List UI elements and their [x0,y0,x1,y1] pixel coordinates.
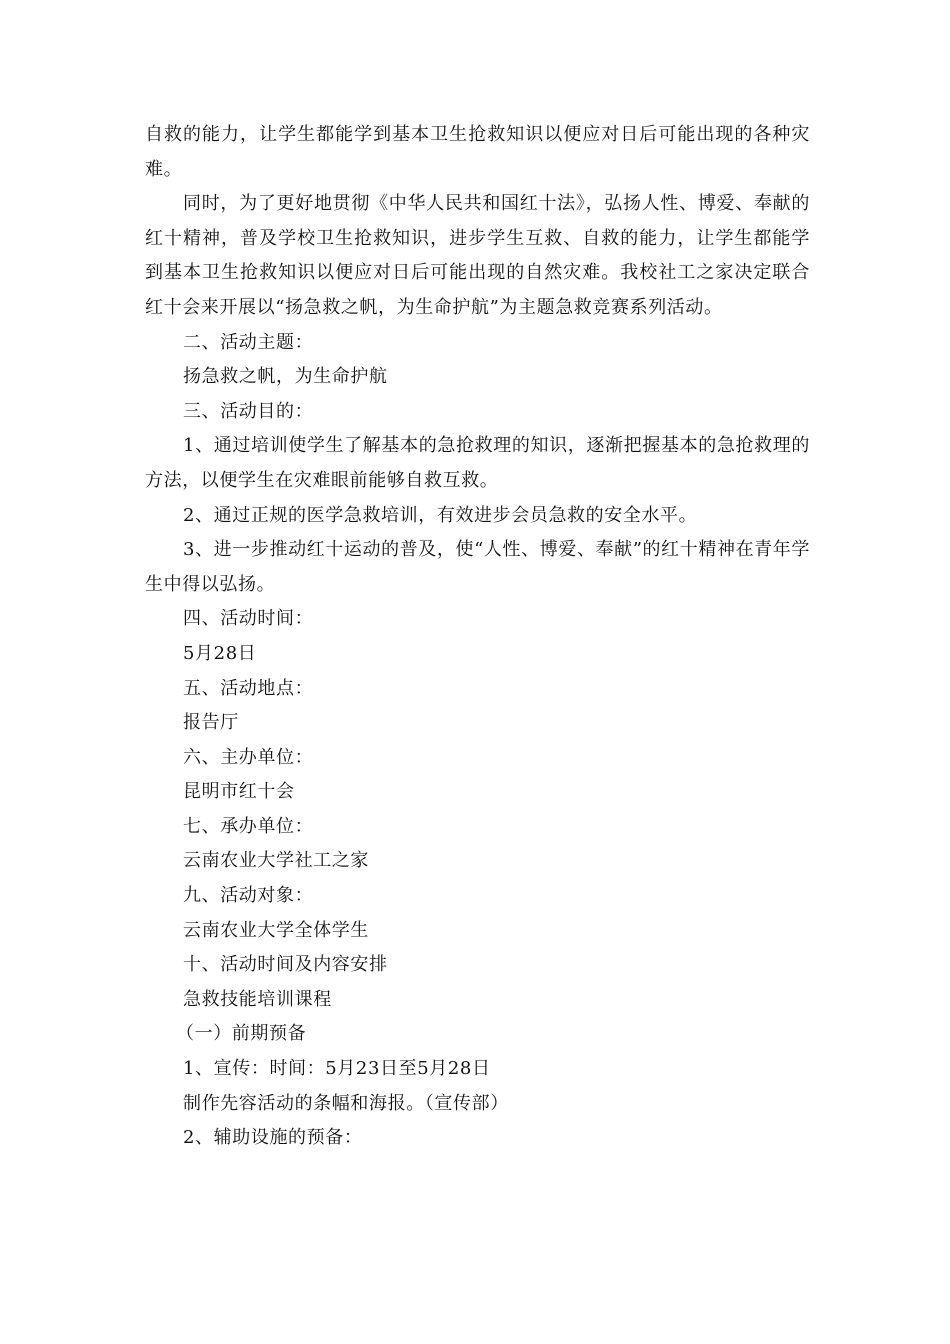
undertaker-value: 云南农业大学社工之家 [183,850,369,872]
prep-item-publicity-detail: 制作先容活动的条幅和海报。（宣传部） [183,1092,509,1114]
paragraph-intro: 同时，为了更好地贯彻《中华人民共和国红十法》，弘扬人性、博爱、奉献的红十精神，普及学校卫生抢救知识，进步学生互救、自救的能力，让学生都能学到基本卫生抢救知识以便应对日后可能出现的自然灾难。我校社工之家决定联合红十会来开展以“扬急救之帆，为生命护航”为主题急救竞赛系列活动。 [145,193,810,318]
paragraph-continuation: 自救的能力，让学生都能学到基本卫生抢救知识以便应对日后可能出现的各种灾难。 [145,124,810,180]
heading-organizer: 六、主办单位： [183,746,314,768]
audience-value: 云南农业大学全体学生 [183,919,369,941]
activity-location-value: 报告厅 [183,712,239,734]
heading-activity-time: 四、活动时间： [183,608,314,630]
course-title: 急救技能培训课程 [183,988,332,1010]
activity-theme-value: 扬急救之帆，为生命护航 [183,366,388,388]
heading-undertaker: 七、承办单位： [183,815,314,837]
prep-item-publicity: 1、宣传：时间：5月23日至5月28日 [183,1058,491,1080]
heading-activity-theme: 二、活动主题： [183,331,314,353]
document-body [145,118,810,1156]
subheading-preparation: （一）前期预备 [176,1023,307,1045]
purpose-item-1: 1、通过培训使学生了解基本的急抢救理的知识，逐渐把握基本的急抢救理的方法，以便学生在灾难眼前能够自救互救。 [145,435,810,491]
heading-audience: 九、活动对象： [183,885,314,907]
heading-activity-purpose: 三、活动目的： [183,400,314,422]
purpose-item-2: 2、通过正规的医学急救培训，有效进步会员急救的安全水平。 [183,504,698,526]
purpose-item-3: 3、进一步推动红十运动的普及，使“人性、博爱、奉献”的红十精神在青年学生中得以弘扬。 [145,539,810,595]
heading-activity-location: 五、活动地点： [183,677,314,699]
organizer-value: 昆明市红十会 [183,781,295,803]
activity-time-value: 5月28日 [183,642,257,664]
heading-schedule: 十、活动时间及内容安排 [183,954,388,976]
prep-item-facilities: 2、辅助设施的预备： [183,1127,363,1149]
